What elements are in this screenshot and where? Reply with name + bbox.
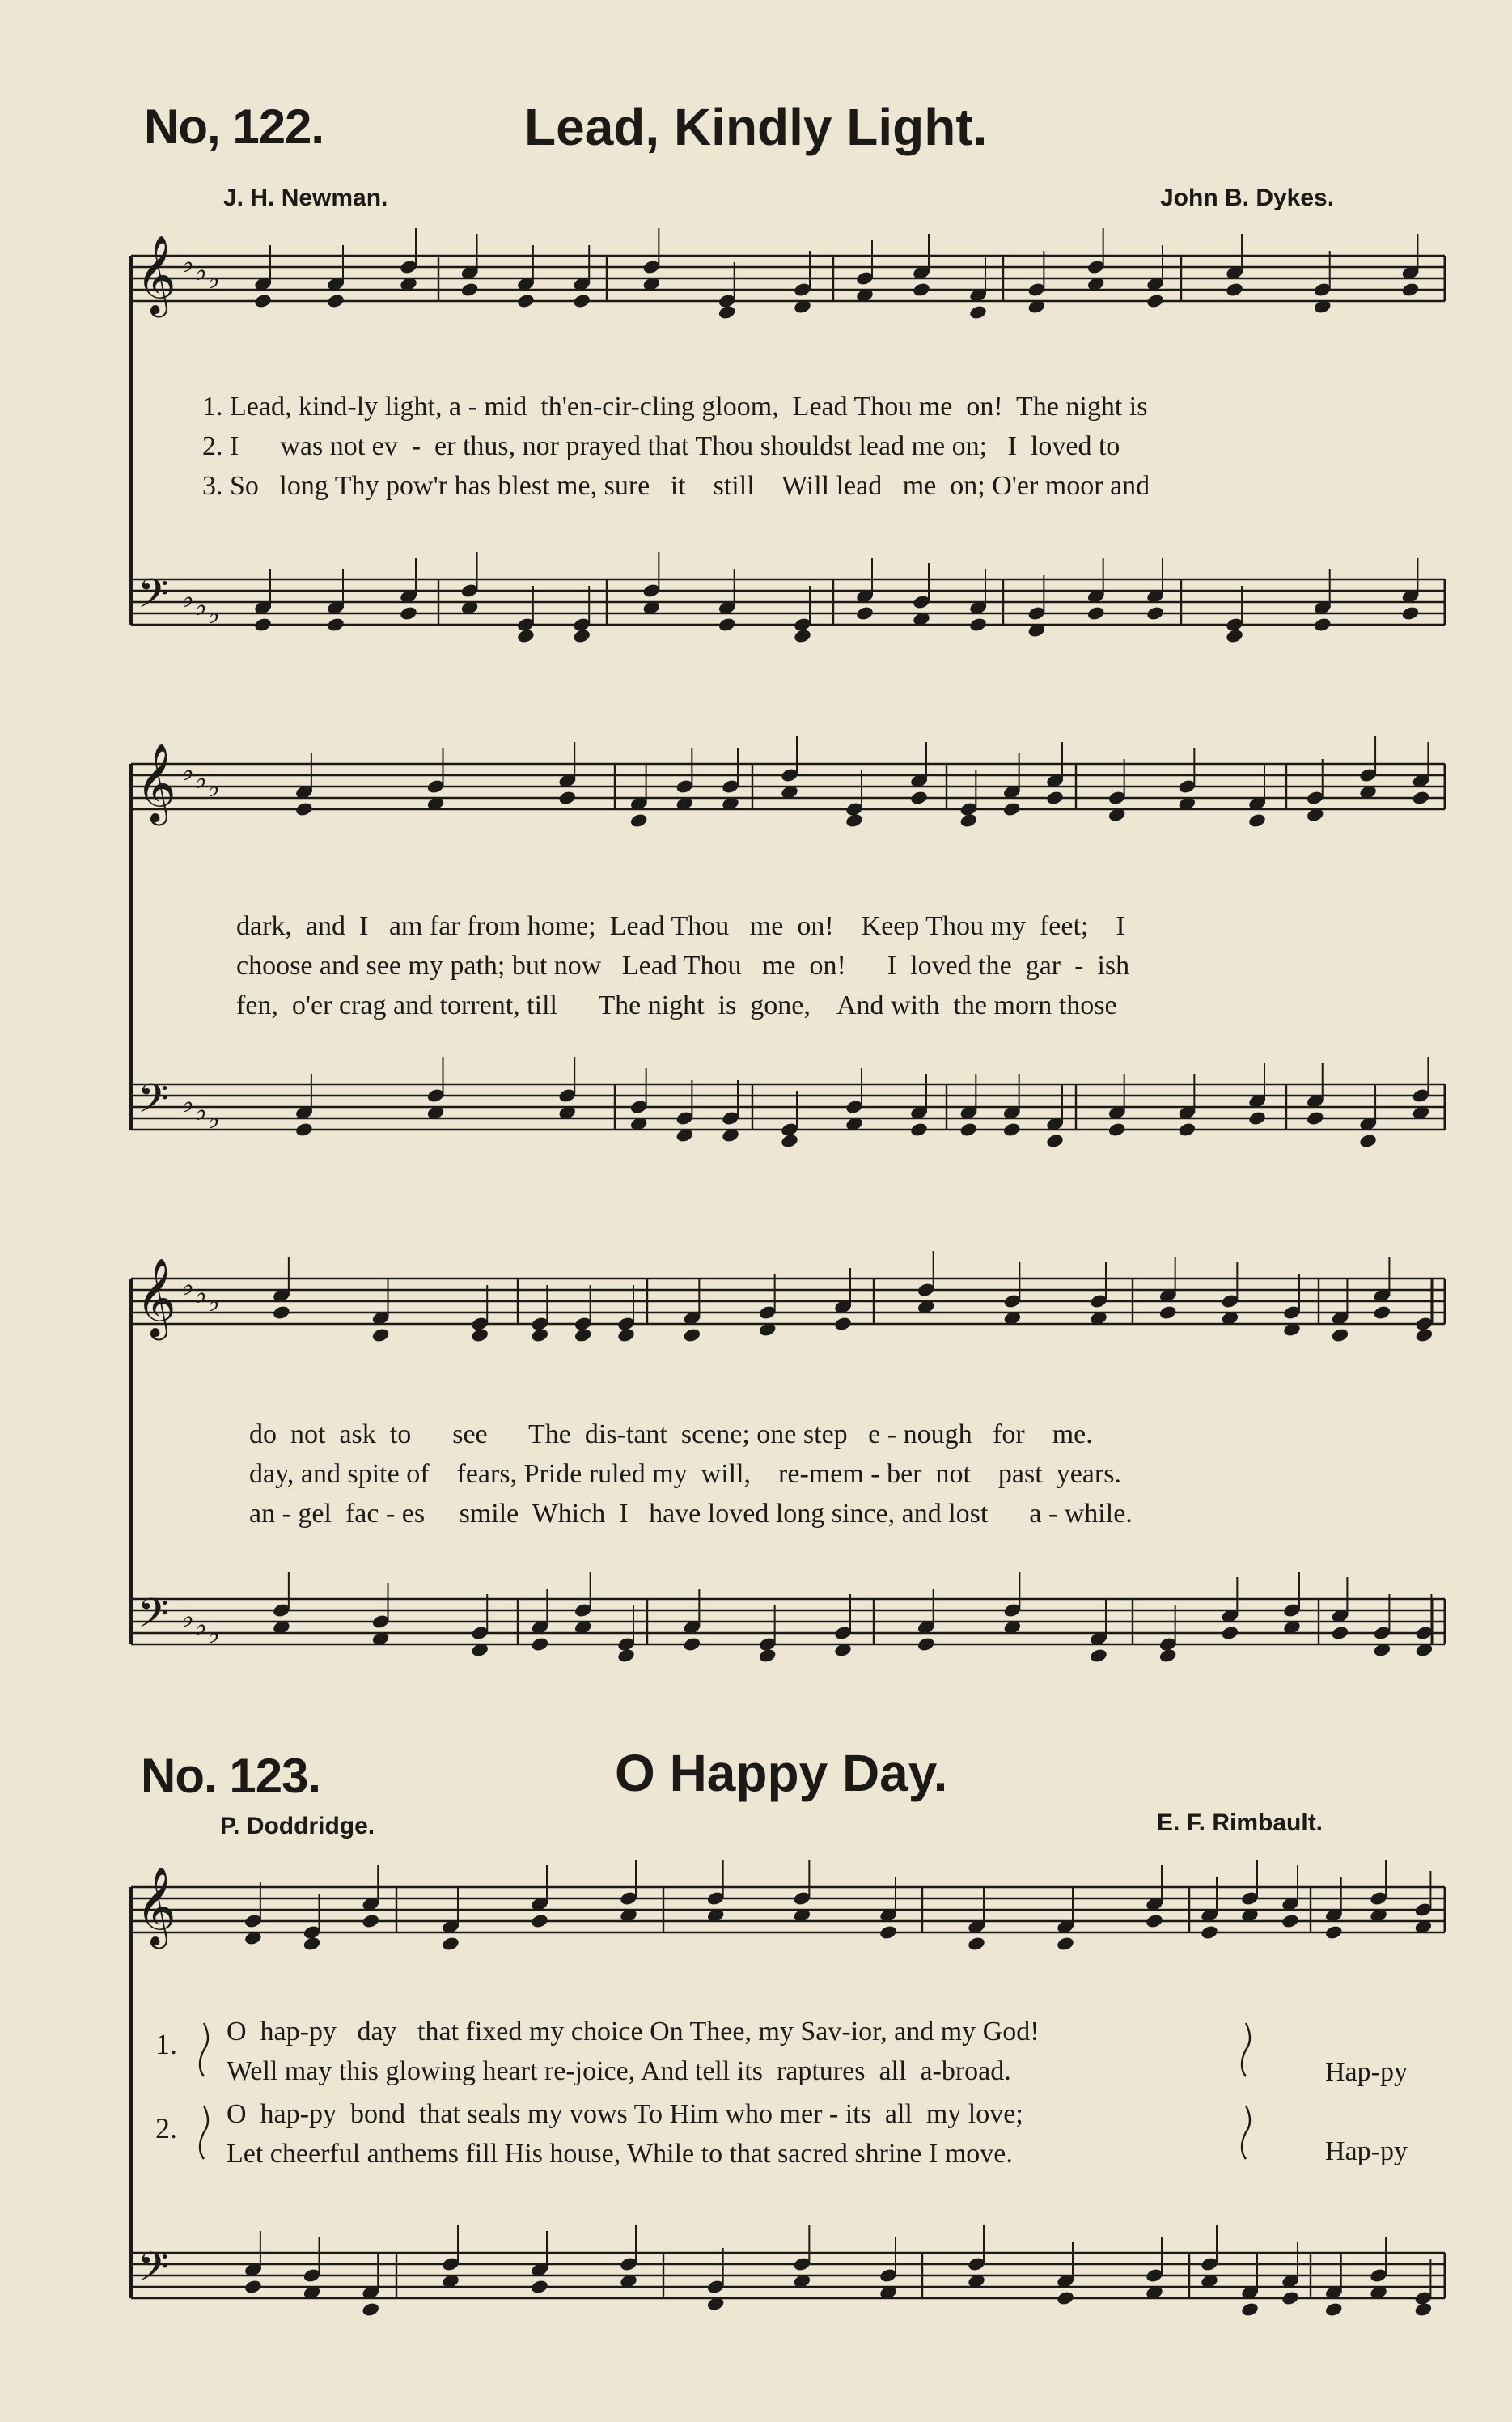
notehead: [294, 801, 314, 817]
notehead: [968, 617, 988, 633]
notehead: [959, 1122, 979, 1138]
notehead: [1240, 2301, 1260, 2318]
notehead: [574, 1327, 593, 1343]
notehead: [371, 1327, 391, 1343]
notehead: [557, 790, 577, 806]
lyric-line: day, and spite of fears, Pride ruled my will, re-mem - ber not past years.: [249, 1459, 1121, 1489]
notehead: [1401, 282, 1421, 298]
notehead: [294, 1122, 314, 1138]
flat-sign: ♭: [207, 771, 221, 804]
notehead: [1056, 2290, 1075, 2306]
hymn-122-title: Lead, Kindly Light.: [524, 98, 988, 156]
flat-sign: ♭: [207, 263, 221, 295]
notehead: [303, 1936, 322, 1952]
notehead: [1086, 605, 1106, 621]
notehead: [1221, 1625, 1240, 1641]
verse-brace: [200, 2023, 208, 2076]
hymn-123-verse-1: [227, 2012, 1040, 2091]
hymn-122-system-1-lyrics: [202, 387, 1150, 506]
notehead: [833, 1316, 853, 1332]
notehead: [909, 1122, 929, 1138]
notehead: [793, 628, 812, 644]
flat-sign: ♭: [207, 1618, 221, 1650]
notehead: [1146, 605, 1165, 621]
flat-sign: ♭: [181, 582, 195, 614]
notehead: [399, 605, 418, 621]
lyric-line: fen, o'er crag and torrent, till The night is gone, And with the morn those: [236, 990, 1117, 1020]
verse-2-number: 2.: [155, 2112, 177, 2144]
notehead: [879, 1924, 898, 1941]
notehead: [917, 1636, 936, 1652]
notehead: [1331, 1327, 1350, 1343]
flat-sign: ♭: [194, 590, 208, 622]
bass-clef: 𝄢: [138, 2244, 169, 2301]
notehead: [1002, 1122, 1022, 1138]
verse-brace: [200, 2106, 208, 2159]
notehead: [272, 1304, 291, 1321]
notehead: [572, 293, 591, 309]
hymn-123-composer: E. F. Rimbault.: [1157, 1809, 1324, 1836]
lyric-line: 3. So long Thy pow'r has blest me, sure it still Will lead me on; O'er moor and: [202, 471, 1150, 501]
flat-sign: ♭: [194, 763, 208, 795]
notehead: [531, 1636, 550, 1652]
notehead: [326, 617, 345, 633]
hymn-122-composer: John B. Dykes.: [1160, 185, 1335, 211]
notehead: [1225, 628, 1244, 644]
notehead: [683, 1327, 702, 1343]
flat-sign: ♭: [181, 755, 195, 787]
notehead: [758, 1648, 777, 1664]
notehead: [1108, 1122, 1127, 1138]
notehead: [460, 282, 480, 298]
notehead: [1158, 1648, 1178, 1664]
lyric-line: O hap-py bond that seals my vows To Him who mer - its all my love;: [227, 2099, 1023, 2129]
notehead: [244, 2279, 263, 2295]
lyric-line: Let cheerful anthems fill His house, While to that sacred shrine I move.: [227, 2139, 1013, 2169]
hymn-122-number: No, 122.: [144, 100, 324, 154]
notehead: [1306, 1110, 1325, 1126]
notehead: [1414, 2301, 1434, 2318]
notehead: [516, 628, 536, 644]
refrain-word: Hap-py: [1325, 2136, 1408, 2166]
flat-sign: ♭: [207, 1103, 221, 1135]
hymn-123-lyricist: P. Doddridge.: [220, 1813, 375, 1839]
notehead: [855, 605, 875, 621]
lyric-line: dark, and I am far from home; Lead Thou me on! Keep Thou my feet; I: [236, 911, 1125, 941]
flat-sign: ♭: [181, 1270, 195, 1302]
notehead: [1373, 1304, 1392, 1321]
bass-clef: 𝄢: [138, 1590, 169, 1647]
notehead: [530, 2279, 549, 2295]
notehead: [683, 1636, 702, 1652]
treble-clef: 𝄞: [136, 235, 176, 314]
notehead: [959, 812, 979, 829]
treble-clef: 𝄞: [136, 1866, 176, 1945]
notehead: [1247, 812, 1267, 829]
lyric-line: 2. I was not ev - er thus, nor prayed that Thou shouldst lead me on; I loved to: [202, 431, 1120, 461]
hymn-122-lyricist: J. H. Newman.: [223, 185, 388, 211]
flat-sign: ♭: [181, 1601, 195, 1634]
notehead: [470, 1327, 489, 1343]
notehead: [968, 304, 988, 320]
flat-sign: ♭: [194, 1610, 208, 1642]
notehead: [1225, 282, 1244, 298]
treble-clef: 𝄞: [136, 743, 176, 822]
flat-sign: ♭: [207, 598, 221, 630]
notehead: [718, 617, 737, 633]
notehead: [530, 1913, 549, 1929]
notehead: [361, 1913, 380, 1929]
notehead: [1401, 605, 1421, 621]
notehead: [326, 293, 345, 309]
notehead: [616, 1648, 636, 1664]
verse-brace: [1242, 2023, 1250, 2076]
notehead: [912, 282, 931, 298]
notehead: [1002, 801, 1022, 817]
flat-sign: ♭: [181, 1087, 195, 1119]
notehead: [1412, 790, 1431, 806]
hymn-122-system-3-lyrics: [249, 1415, 1133, 1533]
refrain-word: Hap-py: [1325, 2057, 1408, 2087]
notehead: [531, 1327, 550, 1343]
hymn-122-system-2-lyrics: [236, 906, 1129, 1025]
notehead: [718, 304, 737, 320]
notehead: [616, 1327, 636, 1343]
notehead: [1247, 1110, 1267, 1126]
notehead: [1158, 1304, 1178, 1321]
flat-sign: ♭: [207, 1286, 221, 1318]
notehead: [1145, 1913, 1164, 1929]
bass-clef: 𝄢: [138, 1075, 169, 1132]
notehead: [1200, 1924, 1219, 1941]
lyric-line: 1. Lead, kind-ly light, a - mid th'en-cir-cling gloom, Lead Thou me on! The night is: [202, 392, 1148, 422]
notehead: [1146, 293, 1165, 309]
notehead: [1045, 790, 1065, 806]
notehead: [780, 1133, 799, 1149]
notehead: [441, 1936, 460, 1952]
verse-brace: [1242, 2106, 1250, 2159]
flat-sign: ♭: [181, 247, 195, 279]
lyric-line: O hap-py day that fixed my choice On Thee, my Sav-ior, and my God!: [227, 2017, 1040, 2047]
notehead: [1056, 1936, 1075, 1952]
lyric-line: Well may this glowing heart re-joice, And tell its raptures all a-broad.: [227, 2056, 1011, 2086]
lyric-line: do not ask to see The dis-tant scene; one step e - nough for me.: [249, 1419, 1093, 1449]
notehead: [629, 812, 649, 829]
flat-sign: ♭: [194, 1095, 208, 1127]
hymn-123-title: O Happy Day.: [615, 1744, 948, 1802]
notehead: [1415, 1327, 1434, 1343]
notehead: [1324, 2301, 1344, 2318]
bass-clef: 𝄢: [138, 571, 169, 627]
notehead: [361, 2301, 380, 2318]
notehead: [253, 617, 273, 633]
treble-clef: 𝄞: [136, 1258, 176, 1337]
notehead: [1324, 1924, 1344, 1941]
notehead: [845, 812, 864, 829]
notehead: [1089, 1648, 1108, 1664]
notehead: [1045, 1133, 1065, 1149]
notehead: [516, 293, 536, 309]
notehead: [909, 790, 929, 806]
notehead: [967, 1936, 986, 1952]
lyric-line: choose and see my path; but now Lead Thou me on! I loved the gar - ish: [236, 951, 1130, 981]
lyric-line: an - gel fac - es smile Which I have loved long since, and lost a - while.: [249, 1499, 1133, 1529]
verse-1-number: 1.: [155, 2028, 177, 2060]
notehead: [1358, 1133, 1378, 1149]
notehead: [1281, 2290, 1300, 2306]
notehead: [1331, 1625, 1350, 1641]
notehead: [572, 628, 591, 644]
notehead: [1281, 1913, 1300, 1929]
notehead: [1313, 617, 1332, 633]
notehead: [1178, 1122, 1197, 1138]
notehead: [253, 293, 273, 309]
flat-sign: ♭: [194, 255, 208, 287]
hymn-123-number: No. 123.: [141, 1749, 321, 1803]
hymn-123-verse-2: [227, 2094, 1023, 2174]
flat-sign: ♭: [194, 1278, 208, 1310]
